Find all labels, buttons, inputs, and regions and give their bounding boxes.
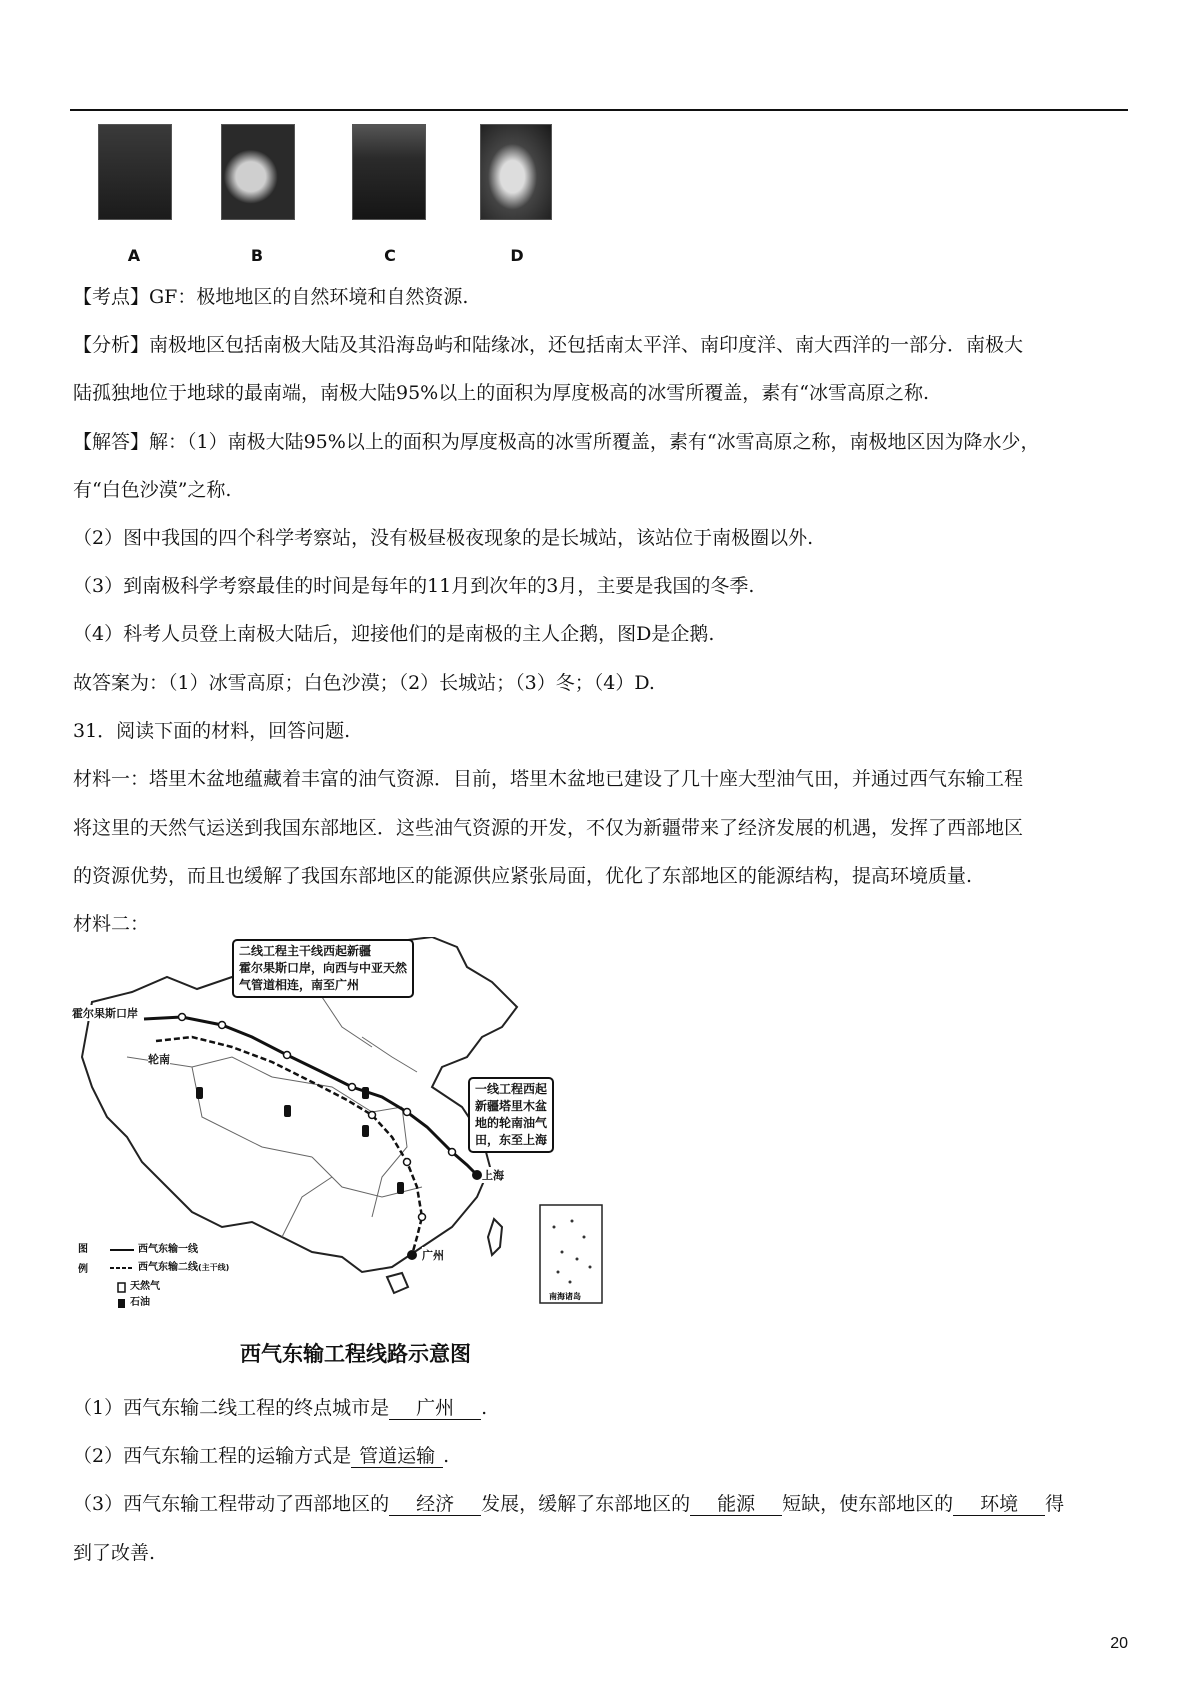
question-3: （3）西气东输工程带动了西部地区的 经济 发展，缓解了东部地区的 能源 短缺，使东部地区的 环境 得 [73,1493,1065,1515]
photo-options [72,118,562,268]
answer-blank-1: 广州 [389,1397,481,1420]
label-shanghai: 上海 [482,1169,504,1182]
fenxi-line-2: 陆孤独地位于地球的最南端，南极大陆95%以上的面积为厚度极高的冰雪所覆盖，素有“冰雪高原之称. [73,382,929,404]
material-1-line-3: 的资源优势，而且也缓解了我国东部地区的能源供应紧张局面，优化了东部地区的能源结构，提高环境质量. [73,865,973,887]
legend-gas: 天然气 [130,1281,160,1292]
legend-line-1: 西气东输一线 [138,1244,198,1255]
photo-option-c [352,124,426,220]
question-2: （2）西气东输工程的运输方式是 管道运输 . [73,1445,450,1467]
legend-title: 图例 [78,1244,88,1275]
jieda-q4: （4）科考人员登上南极大陆后，迎接他们的是南极的主人企鹅，图D是企鹅. [73,623,715,645]
answer-blank-3c: 环境 [953,1493,1045,1516]
pipeline-map [72,937,620,1357]
label-lunnan: 轮南 [148,1053,170,1066]
material-1-line-1: 材料一：塔里木盆地蕴藏着丰富的油气资源．目前，塔里木盆地已建设了几十座大型油气田，并通过西气东输工程 [73,768,1024,790]
photo-option-d [480,124,552,220]
material-1-line-2: 将这里的天然气运送到我国东部地区．这些油气资源的开发，不仅为新疆带来了经济发展的机遇，发挥了西部地区 [73,817,1024,839]
header-rule [70,109,1128,111]
material-2-label: 材料二： [73,913,150,935]
callout-line-2: 二线工程主干线西起新疆 霍尔果斯口岸，向西与中亚天然 气管道相连，南至广州 [232,939,414,998]
photo-label-c: C [384,246,396,265]
photo-option-a [98,124,172,220]
label-guangzhou: 广州 [422,1249,444,1262]
legend-oil: 石油 [130,1297,150,1308]
question-3-line-2: 到了改善. [73,1542,156,1564]
photo-option-b [221,124,295,220]
question-1: （1）西气东输二线工程的终点城市是 广州 . [73,1397,488,1419]
map-caption: 西气东输工程线路示意图 [240,1342,471,1366]
answer-blank-2: 管道运输 [351,1445,443,1468]
inset-label: 南海诸岛 [549,1292,581,1301]
answer-blank-3a: 经济 [389,1493,481,1516]
callout-line-1: 一线工程西起 新疆塔里木盆 地的轮南油气 田，东至上海 [468,1077,554,1153]
label-horgos: 霍尔果斯口岸 [72,1007,138,1020]
photo-label-a: A [127,246,141,265]
jieda-line-1: 【解答】解：（1）南极大陆95%以上的面积为厚度极高的冰雪所覆盖，素有“冰雪高原之称，南极地区因为降水少， [73,431,1040,453]
question-31: 31．阅读下面的材料，回答问题. [73,720,351,742]
legend-line-2: 西气东输二线(主干线) [138,1262,230,1273]
photo-label-b: B [250,246,264,265]
photo-label-d: D [510,246,524,265]
page-number: 20 [1110,1635,1128,1652]
jieda-line-2: 有“白色沙漠”之称. [73,479,232,501]
kaodian-line: 【考点】GF：极地地区的自然环境和自然资源. [73,286,469,308]
fenxi-line-1: 【分析】南极地区包括南极大陆及其沿海岛屿和陆缘冰，还包括南太平洋、南印度洋、南大西洋的一部分．南极大 [73,334,1024,356]
answer-blank-3b: 能源 [690,1493,782,1516]
answer-line: 故答案为：（1）冰雪高原；白色沙漠；（2）长城站；（3）冬；（4）D. [73,672,655,694]
jieda-q3: （3）到南极科学考察最佳的时间是每年的11月到次年的3月，主要是我国的冬季. [73,575,755,597]
jieda-q2: （2）图中我国的四个科学考察站，没有极昼极夜现象的是长城站，该站位于南极圈以外. [73,527,814,549]
